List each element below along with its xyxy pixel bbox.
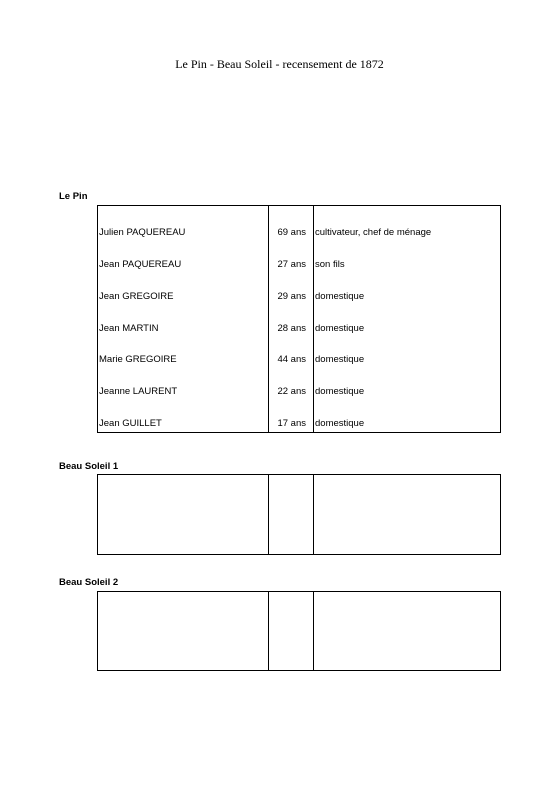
person-role: domestique bbox=[315, 323, 365, 334]
person-role: cultivateur, chef de ménage bbox=[315, 227, 432, 238]
person-name: Jeanne LAURENT bbox=[99, 386, 178, 397]
person-role: domestique bbox=[315, 418, 365, 429]
person-name: Jean MARTIN bbox=[99, 323, 159, 334]
table-row bbox=[98, 226, 500, 240]
person-role: domestique bbox=[315, 386, 365, 397]
person-role: domestique bbox=[315, 291, 365, 302]
table-row bbox=[98, 290, 500, 304]
column-divider bbox=[313, 475, 314, 554]
person-age: 29 ans bbox=[277, 291, 306, 302]
person-name: Marie GREGOIRE bbox=[99, 354, 177, 365]
table-row bbox=[98, 258, 500, 272]
section-heading-beau-soleil-1: Beau Soleil 1 bbox=[59, 461, 119, 472]
table-row bbox=[98, 417, 500, 431]
table-beau-soleil-2 bbox=[97, 591, 501, 671]
person-name: Jean PAQUEREAU bbox=[99, 259, 182, 270]
table-row bbox=[98, 385, 500, 399]
table-row bbox=[98, 322, 500, 336]
person-age: 17 ans bbox=[277, 418, 306, 429]
column-divider bbox=[268, 592, 269, 670]
person-role: son fils bbox=[315, 259, 345, 270]
table-row bbox=[98, 353, 500, 367]
column-divider bbox=[313, 592, 314, 670]
person-age: 27 ans bbox=[277, 259, 306, 270]
person-role: domestique bbox=[315, 354, 365, 365]
person-age: 69 ans bbox=[277, 227, 306, 238]
person-age: 28 ans bbox=[277, 323, 306, 334]
section-heading-beau-soleil-2: Beau Soleil 2 bbox=[59, 577, 119, 588]
table-le-pin bbox=[97, 205, 501, 433]
person-age: 44 ans bbox=[277, 354, 306, 365]
section-heading-le-pin: Le Pin bbox=[59, 191, 88, 202]
table-beau-soleil-1 bbox=[97, 474, 501, 555]
person-name: Jean GUILLET bbox=[99, 418, 162, 429]
page-title: Le Pin - Beau Soleil - recensement de 1872 bbox=[175, 57, 384, 71]
column-divider bbox=[268, 475, 269, 554]
person-name: Julien PAQUEREAU bbox=[99, 227, 186, 238]
person-name: Jean GREGOIRE bbox=[99, 291, 174, 302]
person-age: 22 ans bbox=[277, 386, 306, 397]
